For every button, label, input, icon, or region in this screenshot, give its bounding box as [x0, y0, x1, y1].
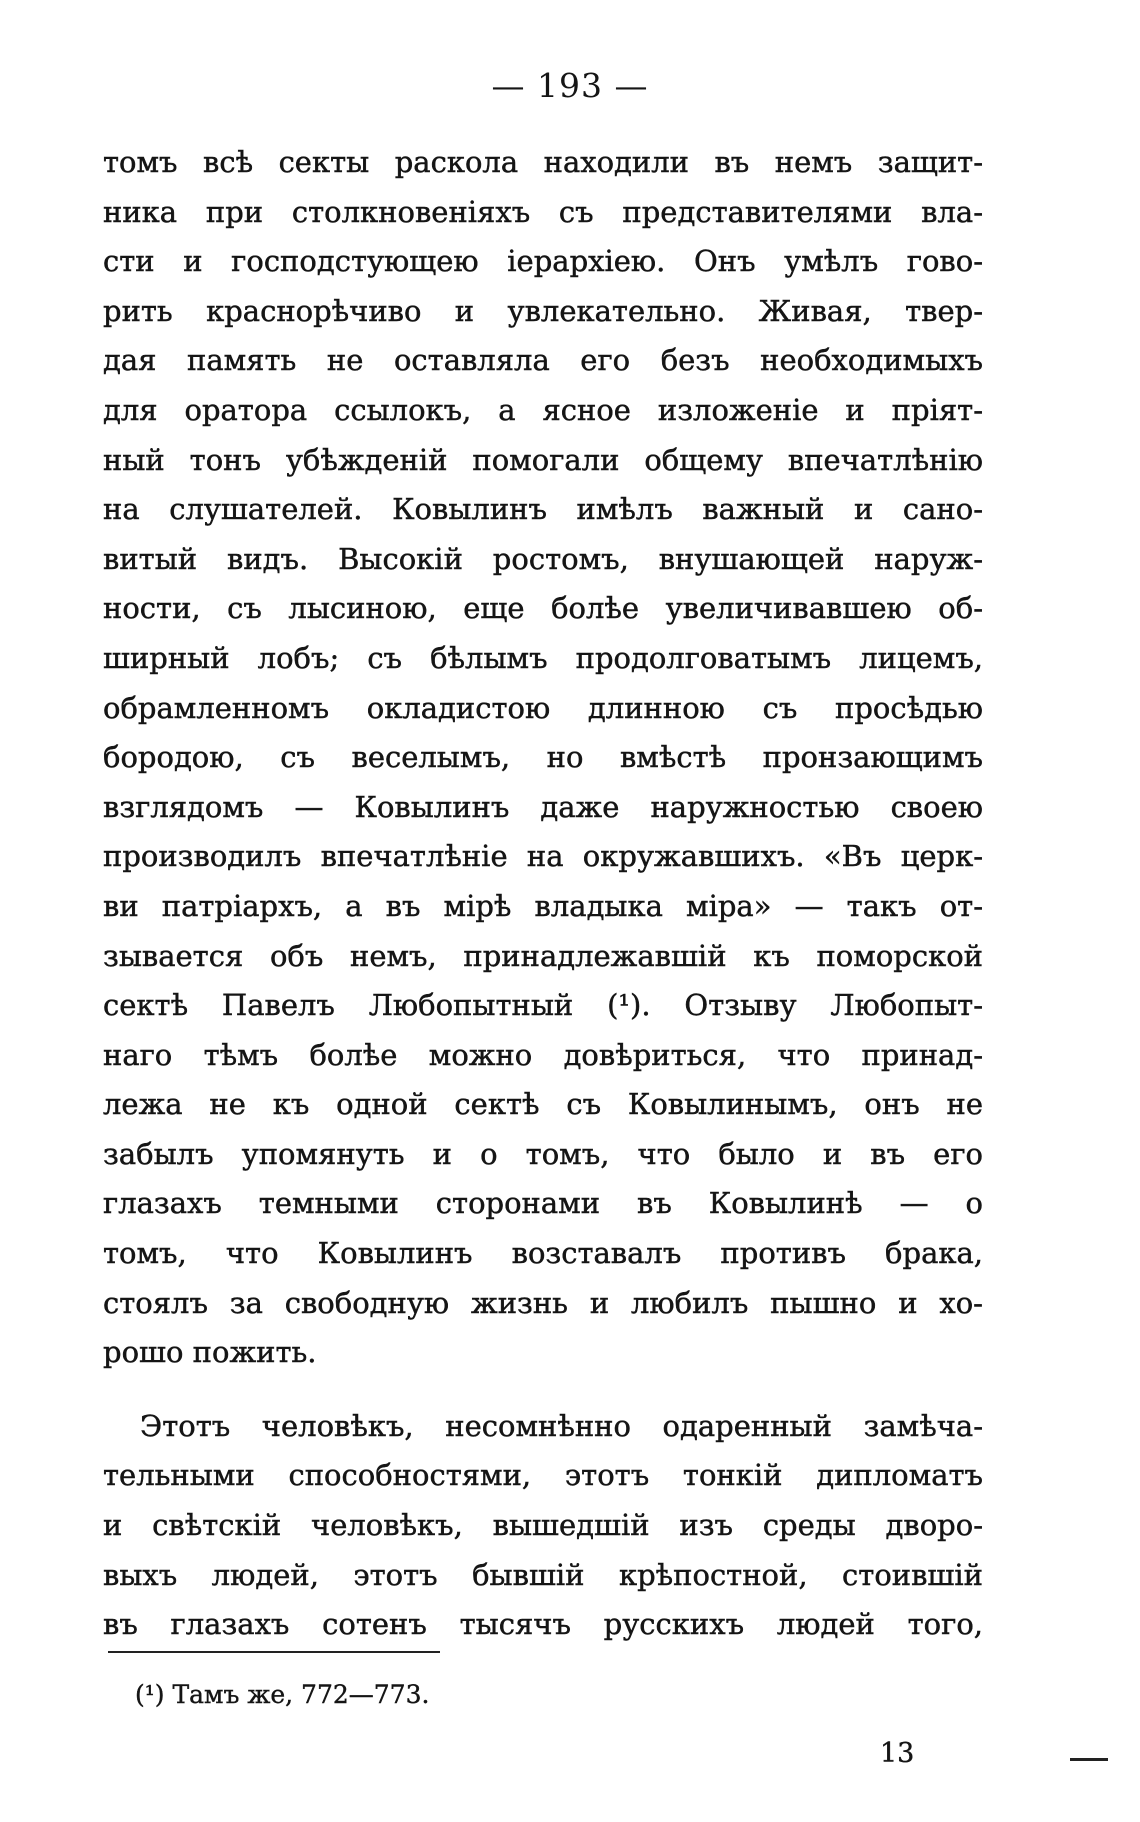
- text-line: стоялъ за свободную жизнь и любилъ пышно и хо-: [103, 1285, 983, 1320]
- text-line: выхъ людей, этотъ бывшій крѣпостной, стоившій: [103, 1557, 983, 1592]
- footnote: (¹) Тамъ же, 772—773.: [135, 1680, 430, 1709]
- text-line: наго тѣмъ болѣе можно довѣриться, что принад-: [103, 1037, 983, 1072]
- text-line: въ глазахъ сотенъ тысячъ русскихъ людей того,: [103, 1607, 983, 1642]
- text-line: на слушателей. Ковылинъ имѣлъ важный и сано-: [103, 492, 983, 527]
- text-line: Этотъ человѣкъ, несомнѣнно одаренный замѣча-: [140, 1408, 983, 1443]
- text-line: ширный лобъ; съ бѣлымъ продолговатымъ лицемъ,: [103, 640, 983, 675]
- text-line: ный тонъ убѣжденій помогали общему впечатлѣнію: [103, 442, 983, 477]
- body-text: [103, 138, 983, 1650]
- text-line: сектѣ Павелъ Любопытный (¹). Отзыву Любопыт-: [103, 988, 983, 1023]
- text-line: витый видъ. Высокій ростомъ, внушающей наруж-: [103, 541, 983, 576]
- text-line: лежа не къ одной сектѣ съ Ковылинымъ, онъ не: [103, 1087, 983, 1122]
- text-line: взглядомъ — Ковылинъ даже наружностью своею: [103, 789, 983, 824]
- text-line: забылъ упомянуть и о томъ, что было и въ его: [103, 1136, 983, 1171]
- text-line: томъ всѣ секты раскола находили въ немъ защит-: [103, 145, 983, 179]
- text-line: производилъ впечатлѣніе на окружавшихъ. «Въ церк-: [103, 839, 983, 874]
- text-line: томъ, что Ковылинъ возставалъ противъ брака,: [103, 1236, 983, 1271]
- text-line: обрамленномъ окладистою длинною съ просѣдью: [103, 690, 983, 725]
- footnote-rule: [108, 1651, 440, 1653]
- text-line: сти и господстующею іерархіею. Онъ умѣлъ гово-: [103, 244, 983, 279]
- margin-dash: [1070, 1758, 1108, 1761]
- page-number: — 193 —: [491, 66, 649, 105]
- text-line: бородою, съ веселымъ, но вмѣстѣ пронзающимъ: [103, 740, 983, 775]
- text-line: для оратора ссылокъ, а ясное изложеніе и пріят-: [103, 392, 983, 427]
- text-line: рить краснорѣчиво и увлекательно. Живая, твер-: [103, 293, 983, 328]
- text-line: ника при столкновеніяхъ съ представителями вла-: [103, 194, 983, 229]
- text-line: ви патріархъ, а въ мірѣ владыка міра» — такъ от-: [103, 888, 983, 923]
- text-line: ности, съ лысиною, еще болѣе увеличивавшею об-: [103, 591, 983, 626]
- paragraph-gap: [103, 1378, 983, 1402]
- text-line: зывается объ немъ, принадлежавшій къ поморской: [103, 938, 983, 973]
- text-line: дая память не оставляла его безъ необходимыхъ: [103, 343, 983, 378]
- text-line: тельными способностями, этотъ тонкій дипломатъ: [103, 1458, 983, 1493]
- signature-mark: 13: [880, 1738, 915, 1769]
- text-line: глазахъ темными сторонами въ Ковылинѣ — о: [103, 1186, 983, 1221]
- text-line: рошо пожить.: [103, 1335, 317, 1370]
- text-line: и свѣтскій человѣкъ, вышедшій изъ среды дворо-: [103, 1508, 983, 1543]
